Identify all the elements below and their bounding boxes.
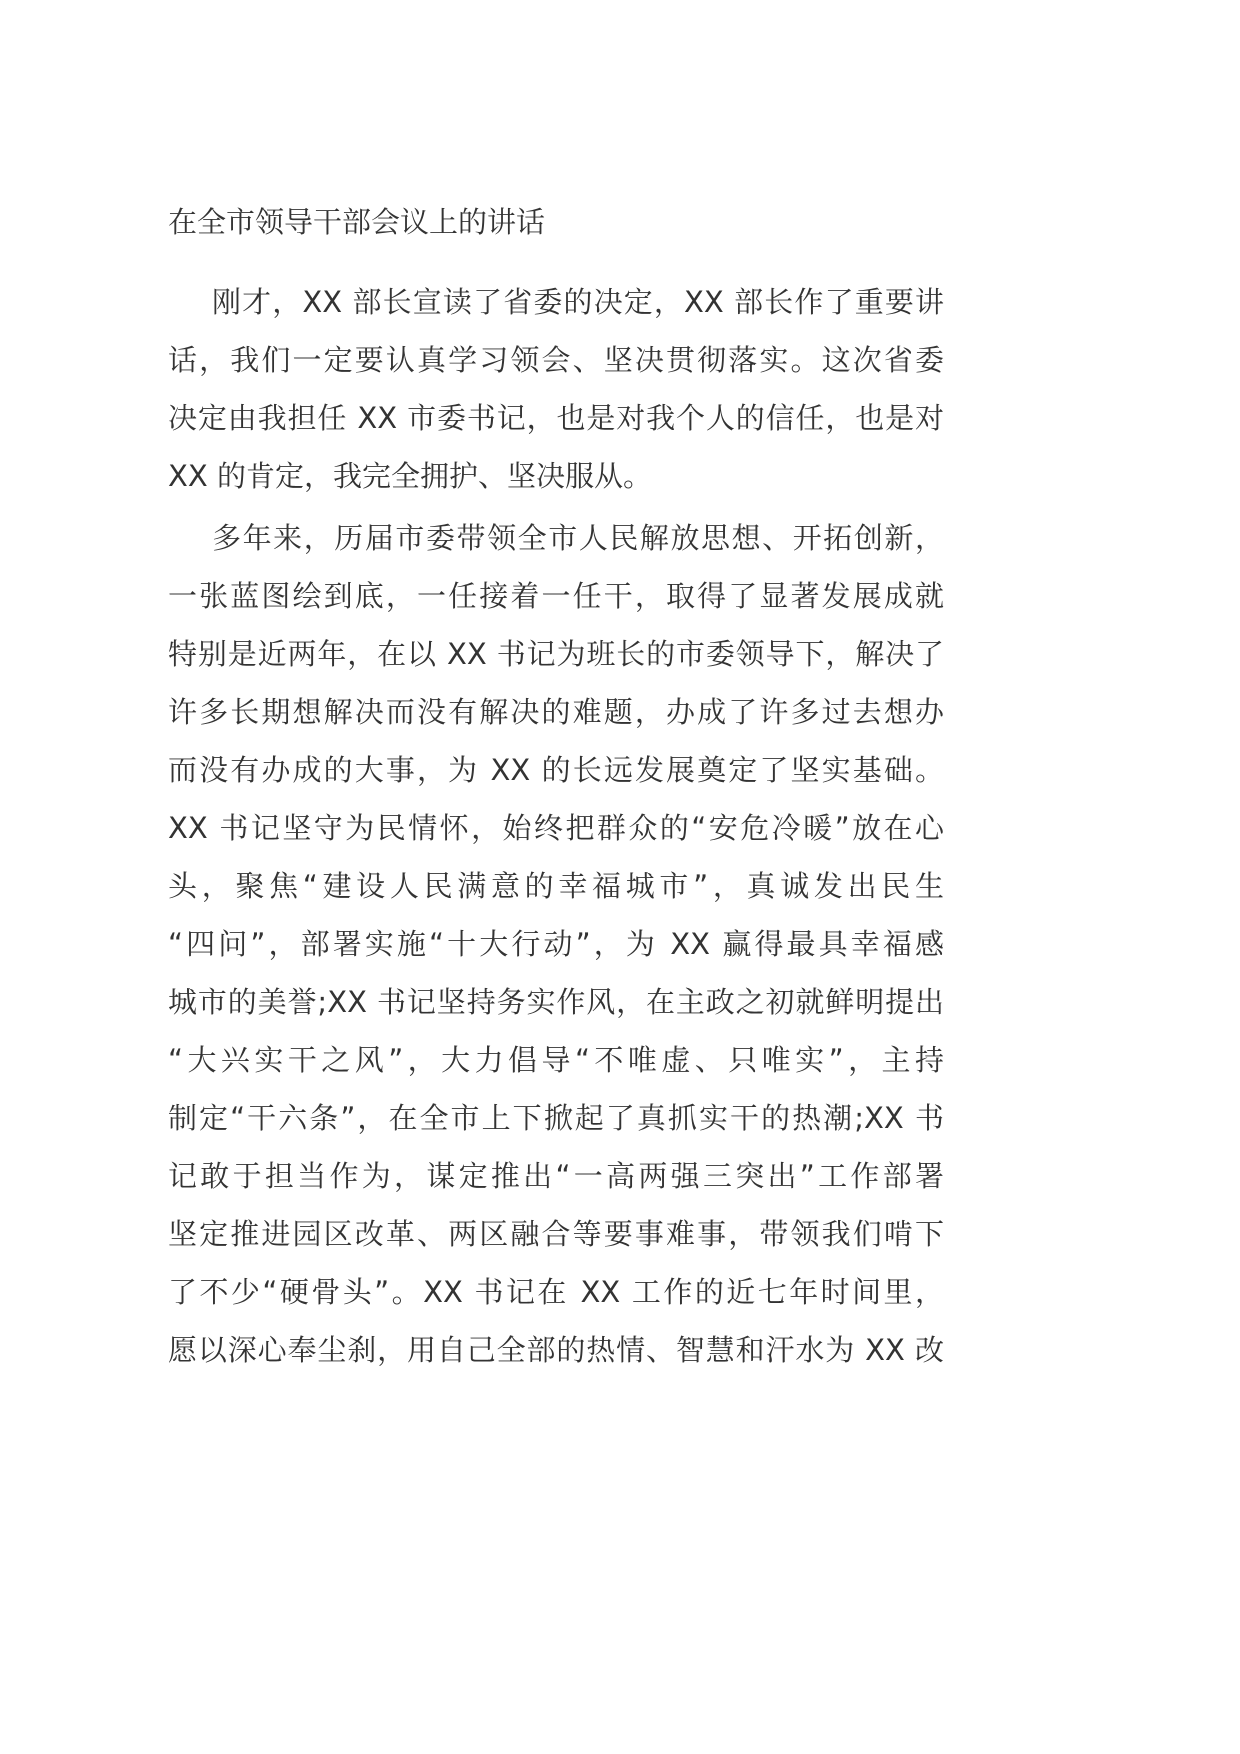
paragraph-2-line: “大兴实干之风”，大力倡导“不唯虚、只唯实”，主持 (168, 1043, 944, 1077)
paragraph-2-line: XX 书记坚守为民情怀，始终把群众的“安危冷暖”放在心 (168, 811, 944, 845)
paragraph-1-line: 决定由我担任 XX 市委书记，也是对我个人的信任，也是对 (168, 401, 944, 435)
paragraph-2-line: 而没有办成的大事，为 XX 的长远发展奠定了坚实基础。 (168, 753, 944, 787)
paragraph-2-line: “四问”，部署实施“十大行动”，为 XX 赢得最具幸福感 (168, 927, 944, 961)
paragraph-2-line: 城市的美誉;XX 书记坚持务实作风，在主政之初就鲜明提出 (168, 985, 944, 1019)
paragraph-2-line: 了不少“硬骨头”。XX 书记在 XX 工作的近七年时间里， (168, 1275, 944, 1309)
paragraph-1-line: 话，我们一定要认真学习领会、坚决贯彻落实。这次省委 (168, 343, 944, 377)
paragraph-2-line: 多年来，历届市委带领全市人民解放思想、开拓创新， (212, 521, 944, 555)
paragraph-2-line: 许多长期想解决而没有解决的难题，办成了许多过去想办 (168, 695, 944, 729)
paragraph-2-line: 记敢于担当作为，谋定推出“一高两强三突出”工作部署 (168, 1159, 944, 1193)
paragraph-2-line: 坚定推进园区改革、两区融合等要事难事，带领我们啃下 (168, 1217, 944, 1251)
paragraph-1-line: 刚才，XX 部长宣读了省委的决定，XX 部长作了重要讲 (212, 285, 944, 319)
paragraph-2-line: 头，聚焦“建设人民满意的幸福城市”，真诚发出民生 (168, 869, 944, 903)
paragraph-2-line: 制定“干六条”，在全市上下掀起了真抓实干的热潮;XX 书 (168, 1101, 944, 1135)
paragraph-2-line: 愿以深心奉尘刹，用自己全部的热情、智慧和汗水为 XX 改 (168, 1333, 944, 1367)
paragraph-2-line: 一张蓝图绘到底，一任接着一任干，取得了显著发展成就 (168, 579, 944, 613)
document-title: 在全市领导干部会议上的讲话 (168, 205, 546, 239)
paragraph-1-line: XX 的肯定，我完全拥护、坚决服从。 (168, 459, 652, 493)
paragraph-2-line: 特别是近两年，在以 XX 书记为班长的市委领导下，解决了 (168, 637, 944, 671)
